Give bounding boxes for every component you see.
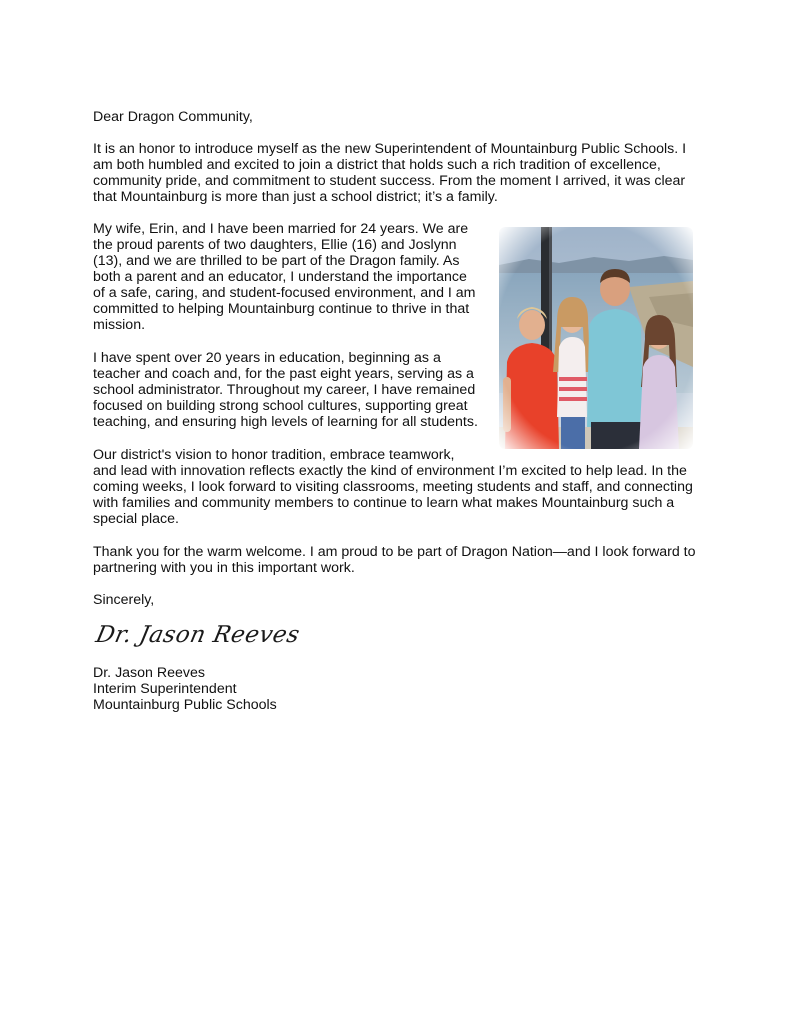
paragraph-1-line: am both humbled and excited to join a district that holds such a rich tradition of excellence, bbox=[93, 157, 661, 173]
paragraph-5-line: Thank you for the warm welcome. I am proud to be part of Dragon Nation—and I look forward to bbox=[93, 544, 696, 560]
paragraph-4-line: with families and community members to continue to learn what makes Mountainburg such a bbox=[93, 495, 675, 511]
paragraph-2-line: the proud parents of two daughters, Ellie (16) and Joslynn bbox=[93, 237, 457, 253]
paragraph-3-line: focused on building strong school cultures, supporting great bbox=[93, 398, 468, 414]
paragraph-1-line: community pride, and commitment to student success. From the moment I arrived, it was clear bbox=[93, 173, 686, 189]
paragraph-1-line: It is an honor to introduce myself as the new Superintendent of Mountainburg Public Schools. I bbox=[93, 141, 687, 157]
paragraph-4-line: and lead with innovation reflects exactly the kind of environment I’m excited to help lead. In the bbox=[93, 463, 687, 479]
paragraph-2-line: (13), and we are thrilled to be part of the Dragon family. As bbox=[93, 253, 460, 269]
sender-organization: Mountainburg Public Schools bbox=[93, 697, 277, 713]
paragraph-5-line: partnering with you in this important work. bbox=[93, 560, 355, 576]
paragraph-1-line: that Mountainburg is more than just a school district; it’s a family. bbox=[93, 189, 498, 205]
paragraph-3-line: teacher and coach and, for the past eight years, serving as a bbox=[93, 366, 474, 382]
paragraph-3-line: teaching, and ensuring high levels of learning for all students. bbox=[93, 414, 478, 430]
salutation: Dear Dragon Community, bbox=[93, 109, 253, 125]
family-photo-illustration bbox=[499, 227, 693, 449]
paragraph-4-line: Our district's vision to honor tradition, embrace teamwork, bbox=[93, 447, 455, 463]
paragraph-3-line: school administrator. Throughout my career, I have remained bbox=[93, 382, 476, 398]
sender-name: Dr. Jason Reeves bbox=[93, 665, 205, 681]
paragraph-3-line: I have spent over 20 years in education, beginning as a bbox=[93, 350, 441, 366]
sender-title: Interim Superintendent bbox=[93, 681, 237, 697]
paragraph-4-line: coming weeks, I look forward to visiting classrooms, meeting students and staff, and connecting bbox=[93, 479, 693, 495]
paragraph-2-line: committed to helping Mountainburg continue to thrive in that bbox=[93, 301, 470, 317]
paragraph-2-line: My wife, Erin, and I have been married for 24 years. We are bbox=[93, 221, 469, 237]
family-photo bbox=[499, 227, 693, 449]
signature: Dr. Jason Reeves bbox=[93, 622, 303, 648]
paragraph-2-line: mission. bbox=[93, 317, 146, 333]
paragraph-2-line: both a parent and an educator, I understand the importance bbox=[93, 269, 467, 285]
closing: Sincerely, bbox=[93, 592, 155, 608]
paragraph-2-line: of a safe, caring, and student-focused environment, and I am bbox=[93, 285, 476, 301]
paragraph-4-line: special place. bbox=[93, 511, 179, 527]
